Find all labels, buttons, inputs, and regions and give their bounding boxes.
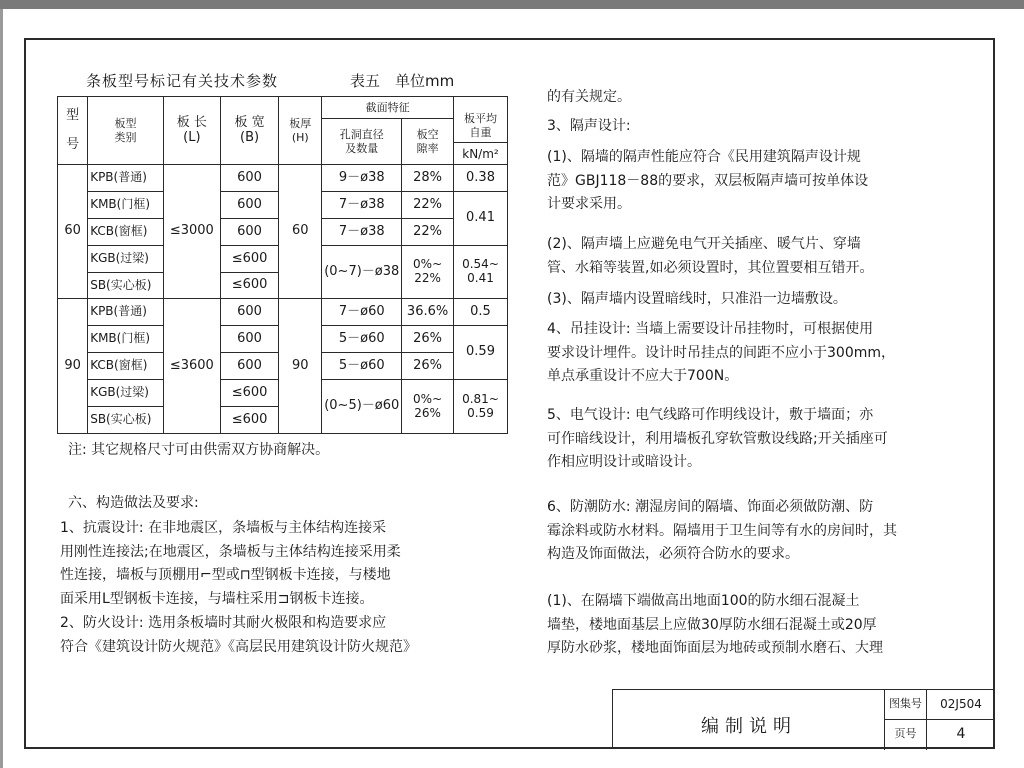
type-cell: KCB(窗框) [88,219,164,246]
thickness-cell: 60 [279,165,322,299]
holes-cell: 7－ø60 [322,299,402,326]
width-cell: 600 [220,353,278,380]
width-cell: ≤600 [220,273,278,299]
holes-cell: 7－ø38 [322,219,402,246]
length-cell: ≤3600 [163,299,220,434]
right-paragraph-1: 3、隔声设计: [547,118,631,134]
width-cell: 600 [220,326,278,353]
width-cell: ≤600 [220,407,278,434]
type-cell: KCB(窗框) [88,353,164,380]
header-model: 型 号 [58,97,88,165]
top-border-bar [0,0,1024,9]
weight-cell: 0.41 [453,192,507,246]
length-cell: ≤3000 [163,165,220,299]
weight-cell: 0.59 [453,326,507,380]
title-block-title: 编制说明 [701,716,797,737]
header-self-weight-unit: kN/m² [454,142,507,162]
page-label: 页号 [885,720,927,750]
page-value: 4 [956,726,966,742]
header-thickness: 板厚 (H) [279,97,322,165]
type-cell: SB(实心板) [88,273,164,299]
type-cell: KMB(门框) [88,326,164,353]
weight-cell: 0.54~ 0.41 [453,246,507,299]
left-paragraph-2: 2、防火设计: 选用条板墙时其耐火极限和构造要求应 符合《建筑设计防火规范》《高层民用建筑设计防火规范》 [60,615,417,655]
header-length: 板 长 (L) [163,97,220,165]
width-cell: 600 [220,299,278,326]
holes-cell: 7－ø38 [322,192,402,219]
holes-cell: 5－ø60 [322,353,402,380]
table-note: 注: 其它规格尺寸可由供需双方协商解决。 [68,442,330,458]
table-title: 条板型号标记有关技术参数 [86,72,279,90]
width-cell: 600 [220,192,278,219]
title-block-title-cell [613,690,885,750]
title-block [612,689,994,749]
width-cell: 600 [220,165,278,192]
right-paragraph-2: (1)、隔墙的隔声性能应符合《民用建筑隔声设计规 范》GBJ118－88的要求，双层板隔声墙可按单体设 计要求采用。 [547,149,869,213]
type-cell: KPB(普通) [88,165,164,192]
title-block-grid [885,690,995,750]
table-row [58,299,508,326]
header-self-weight-label: 板平均 自重 [463,111,497,139]
right-paragraph-0: 的有关规定。 [547,89,631,105]
void-cell: 0%~ 26% [402,380,454,434]
width-cell: ≤600 [220,246,278,273]
weight-cell: 0.5 [453,299,507,326]
left-border-line [0,9,3,768]
section-six-heading: 六、构造做法及要求: [68,495,199,511]
right-paragraph-4: (3)、隔声墙内设置暗线时，只准沿一边墙敷设。 [547,291,847,307]
holes-cell: 9－ø38 [322,165,402,192]
atlas-value: 02J504 [927,690,995,720]
thickness-cell: 90 [279,299,322,434]
type-cell: SB(实心板) [88,407,164,434]
parameter-table [57,96,508,434]
model-60: 60 [58,165,88,299]
header-void-ratio: 板空 隙率 [402,119,454,165]
atlas-label: 图集号 [885,690,927,720]
void-cell: 26% [402,353,454,380]
table-number: 表五 [350,72,381,90]
left-paragraph-1: 1、抗震设计: 在非地震区，条墙板与主体结构连接采 用刚性连接法;在地震区，条墙板与主体结构连接采用柔 性连接，墙板与顶棚用⌐型或⊓型钢板卡连接，与楼地 面采用L型钢板卡连接，与墙柱采用⊐钢板卡连接。 [60,520,401,607]
holes-cell: 5－ø60 [322,326,402,353]
type-cell: KGB(过梁) [88,246,164,273]
type-cell: KPB(普通) [88,299,164,326]
void-cell: 36.6% [402,299,454,326]
void-cell: 28% [402,165,454,192]
header-holes: 孔洞直径 及数量 [322,119,402,165]
weight-cell: 0.81~ 0.59 [453,380,507,434]
type-cell: KMB(门框) [88,192,164,219]
right-paragraph-5: 4、吊挂设计: 当墙上需要设计吊挂物时，可根据使用 要求设计埋件。设计时吊挂点的间距不应小于300mm， 单点承重设计不应大于700N。 [547,321,895,385]
header-section: 截面特征 [322,97,454,119]
void-cell: 26% [402,326,454,353]
right-paragraph-6: 5、电气设计: 电气线路可作明线设计，敷于墙面；亦 可作暗线设计，利用墙板孔穿软管敷设线路;开关插座可 作相应明设计或暗设计。 [547,407,888,471]
right-paragraph-8: (1)、在隔墙下端做高出地面100的防水细石混凝土 墙垫，楼地面基层上应做30厚防水细石混凝土或20厚 厚防水砂浆，楼地面饰面层为地砖或预制水磨石、大理 [547,593,883,657]
right-paragraph-3: (2)、隔声墙上应避免电气开关插座、暖气片、穿墙 管、水箱等装置,如必须设置时，其位置要相互错开。 [547,236,874,276]
table-unit: 单位mm [395,72,455,90]
void-cell: 22% [402,192,454,219]
weight-cell: 0.38 [453,165,507,192]
right-paragraph-7: 6、防潮防水: 潮湿房间的隔墙、饰面必须做防潮、防 霉涂料或防水材料。隔墙用于卫生间等有水的房间时，其 构造及饰面做法，必须符合防水的要求。 [547,499,897,563]
void-cell: 22% [402,219,454,246]
holes-cell: (0~5)－ø60 [322,380,402,434]
header-board-type: 板型 类别 [88,97,164,165]
holes-cell: (0~7)－ø38 [322,246,402,299]
model-90: 90 [58,299,88,434]
width-cell: 600 [220,219,278,246]
header-width: 板 宽 (B) [220,97,278,165]
type-cell: KGB(过梁) [88,380,164,407]
width-cell: ≤600 [220,380,278,407]
table-row [58,165,508,192]
void-cell: 0%~ 22% [402,246,454,299]
header-self-weight [453,97,507,165]
